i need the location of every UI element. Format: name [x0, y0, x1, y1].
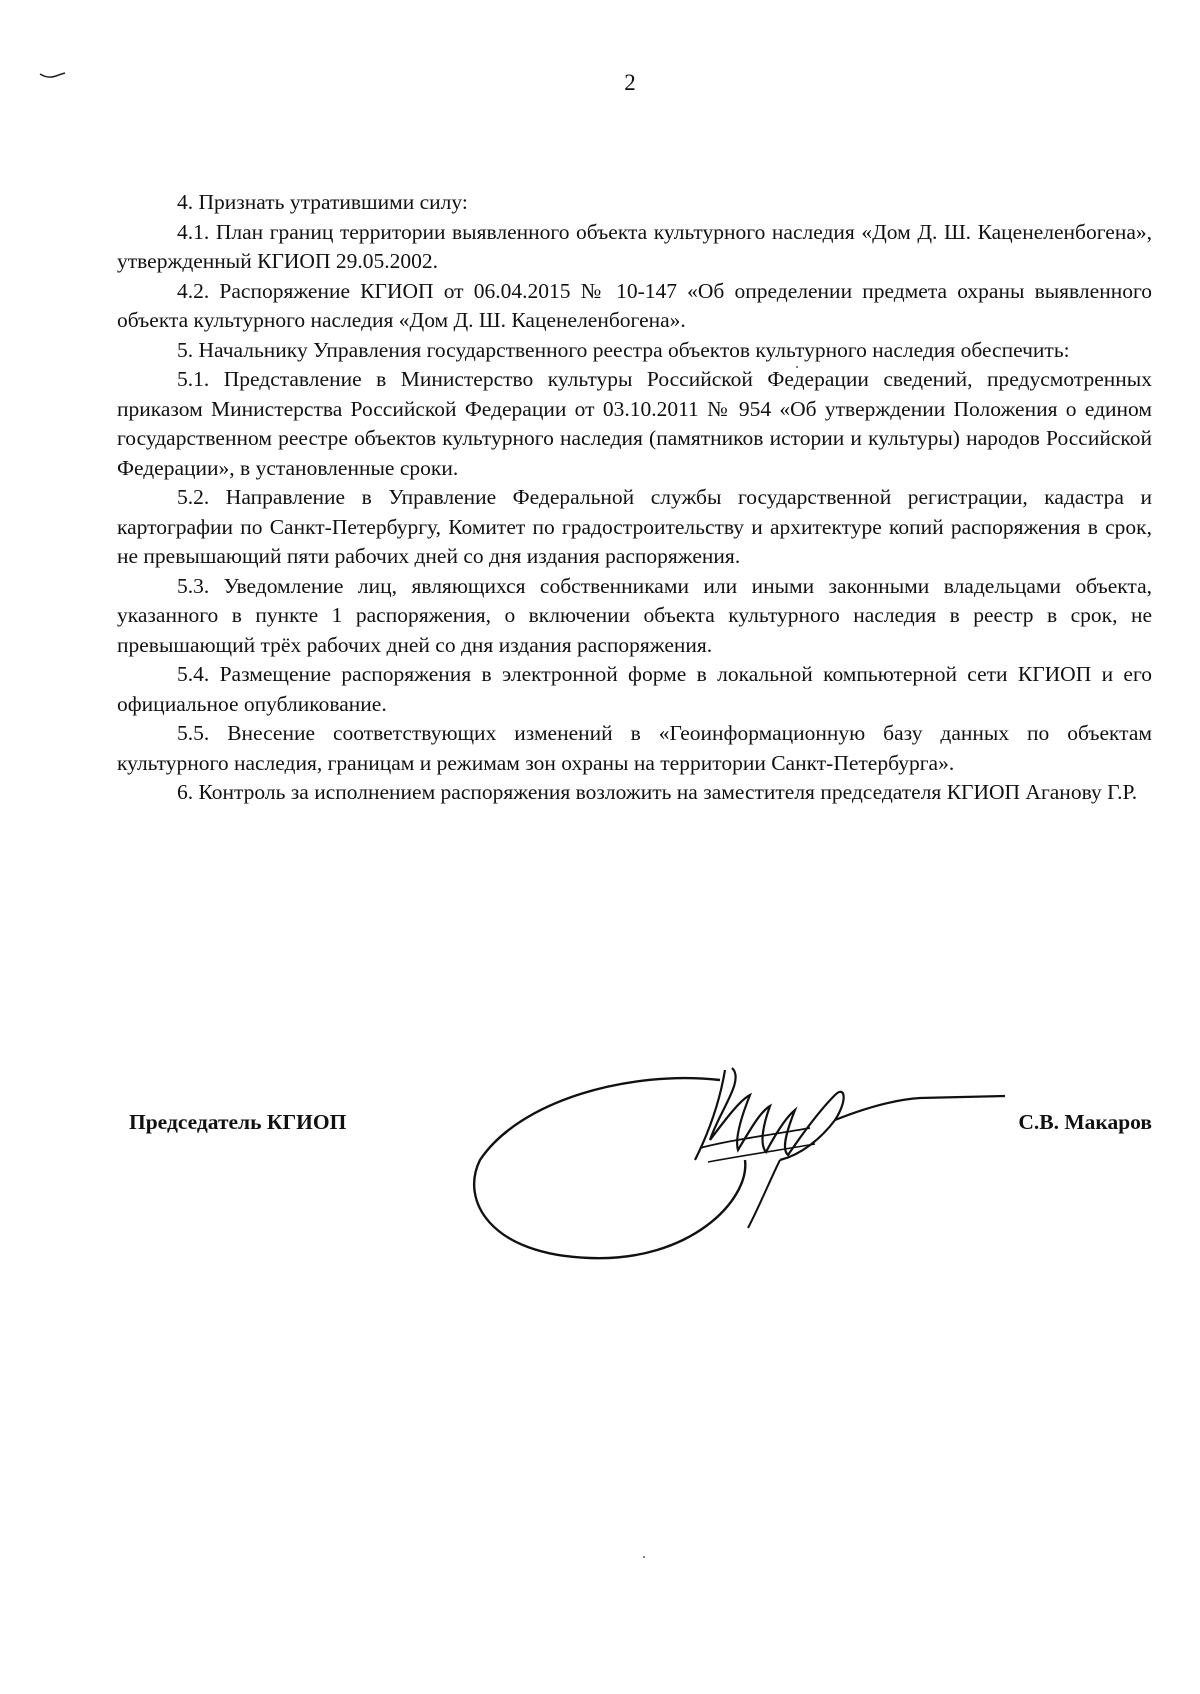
- signatory-title: Председатель КГИОП: [129, 1110, 347, 1134]
- paragraph-5-5: 5.5. Внесение соответствующих изменений в «Геоинформационную базу данных по объектам культурного наследия, границам и режимам зон охраны на территории Санкт-Петербурга».: [117, 721, 1152, 775]
- document-body: [117, 188, 1152, 808]
- paragraph-4: 4. Признать утратившими силу:: [177, 190, 468, 214]
- page-number: 2: [624, 70, 636, 95]
- scan-speck: [643, 1556, 645, 1558]
- paragraph-5-2: 5.2. Направление в Управление Федеральной службы государственной регистрации, кадастра и картографии по Санкт-Петербургу, Комитет по градостроительству и архитектуре копий распоряжения в срок, не превышающий пяти рабочих дней со дня издания распоряжения.: [117, 485, 1152, 568]
- paragraph-5-4: 5.4. Размещение распоряжения в электронной форме в локальной компьютерной сети КГИОП и его официальное опубликование.: [117, 662, 1152, 716]
- paragraph-4-2: 4.2. Распоряжение КГИОП от 06.04.2015 № 10-147 «Об определении предмета охраны выявленного объекта культурного наследия «Дом Д. Ш. Каценеленбогена».: [117, 278, 1152, 332]
- paragraph-5: 5. Начальнику Управления государственного реестра объектов культурного наследия обеспечить:: [177, 337, 1070, 362]
- signature-block: [117, 1110, 1152, 1150]
- handwritten-signature: [470, 1040, 1010, 1270]
- paragraph-4-1: 4.1. План границ территории выявленного объекта культурного наследия «Дом Д. Ш. Каценеленбогена», утвержденный КГИОП 29.05.2002.: [117, 219, 1152, 273]
- paragraph-5-1: 5.1. Представление в Министерство культуры Российской Федерации сведений, предусмотренных приказом Министерства Российской Федерации от 03.10.2011 № 954 «Об утверждении Положения о едином государственном реестре объектов культурного наследия (памятников истории и культуры) народов Российской Федерации», в установленные сроки.: [117, 367, 1152, 480]
- paragraph-5-3: 5.3. Уведомление лиц, являющихся собственниками или иными законными владельцами объекта, указанного в пункте 1 распоряжения, о включении объекта культурного наследия в реестр в срок, не превышающий трёх рабочих дней со дня издания распоряжения.: [117, 573, 1152, 657]
- paragraph-6: 6. Контроль за исполнением распоряжения возложить на заместителя председателя КГИОП Аганову Г.Р.: [177, 780, 1138, 804]
- signatory-name: С.В. Макаров: [1018, 1110, 1152, 1134]
